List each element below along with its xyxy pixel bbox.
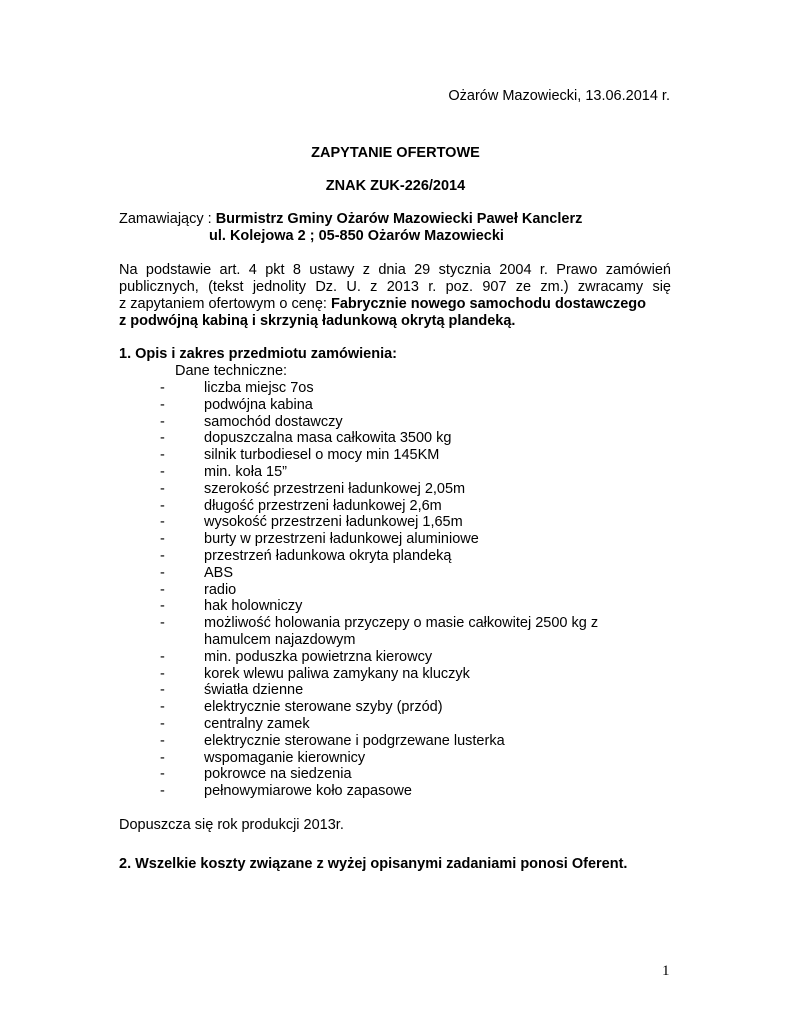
- ordering-party-address: ul. Kolejowa 2 ; 05-850 Ożarów Mazowiecki: [209, 228, 504, 244]
- list-bullet: -: [160, 430, 165, 447]
- list-bullet: -: [160, 732, 165, 749]
- list-bullet: -: [160, 648, 165, 665]
- spec-item-text: pełnowymiarowe koło zapasowe: [204, 783, 412, 800]
- spec-item-continuation: hamulcem najazdowym: [204, 631, 356, 648]
- list-bullet: -: [160, 531, 165, 548]
- spec-list-item: [160, 699, 680, 716]
- list-bullet: -: [160, 682, 165, 699]
- list-bullet: -: [160, 564, 165, 581]
- place-date: Ożarów Mazowiecki, 13.06.2014 r.: [448, 88, 670, 104]
- list-bullet: -: [160, 480, 165, 497]
- spec-item-text: burty w przestrzeni ładunkowej aluminiowe: [204, 531, 479, 548]
- spec-list-item: [160, 430, 680, 447]
- document-title: ZAPYTANIE OFERTOWE: [311, 145, 480, 161]
- ordering-party-name: Burmistrz Gminy Ożarów Mazowiecki Paweł Kanclerz: [215, 211, 583, 227]
- production-year-note: Dopuszcza się rok produkcji 2013r.: [119, 817, 344, 833]
- technical-data-heading: Dane techniczne:: [175, 363, 288, 379]
- list-bullet: -: [160, 413, 165, 430]
- spec-list-item: [160, 565, 680, 582]
- spec-item-text: liczba miejsc 7os: [204, 380, 314, 396]
- spec-item-text: elektrycznie sterowane szyby (przód): [204, 699, 443, 716]
- spec-item-text: możliwość holowania przyczepy o masie całkowitej 2500 kg z: [204, 615, 599, 632]
- spec-item-text: podwójna kabina: [204, 396, 313, 413]
- spec-item-text: elektrycznie sterowane i podgrzewane lusterka: [204, 732, 505, 749]
- spec-list-item: [160, 733, 680, 750]
- intro-paragraph: [119, 262, 671, 330]
- intro-line-4: [119, 313, 671, 330]
- spec-item-text: przestrzeń ładunkowa okryta plandeką: [204, 547, 452, 564]
- subject-of-order: Fabrycznie nowego samochodu dostawczego: [330, 296, 646, 312]
- spec-item-text: min. poduszka powietrzna kierowcy: [204, 648, 433, 665]
- spec-list-item: [160, 414, 680, 431]
- intro-line-1: Na podstawie art. 4 pkt 8 ustawy z dnia 29 stycznia 2004 r. Prawo zamówień: [119, 262, 671, 278]
- spec-list-item: [160, 514, 680, 531]
- spec-item-text: ABS: [204, 564, 234, 581]
- list-bullet: -: [160, 598, 165, 615]
- spec-item-text: samochód dostawczy: [204, 413, 343, 430]
- list-bullet: -: [160, 766, 165, 783]
- list-bullet: -: [160, 547, 165, 564]
- section-2-heading: 2. Wszelkie koszty związane z wyżej opisanymi zadaniami ponosi Oferent.: [119, 856, 628, 872]
- list-bullet: -: [160, 699, 165, 716]
- technical-spec-list: [160, 380, 680, 800]
- spec-list-item: [160, 766, 680, 783]
- spec-list-item: [160, 447, 680, 464]
- list-bullet: -: [160, 463, 165, 480]
- ordering-party: [119, 211, 582, 228]
- ordering-party-label: Zamawiający :: [119, 211, 216, 227]
- spec-list-item: [160, 481, 680, 498]
- list-bullet: -: [160, 665, 165, 682]
- subject-of-order-cont: z podwójną kabiną i skrzynią ładunkową okrytą plandeką.: [119, 313, 516, 329]
- spec-item-text: dopuszczalna masa całkowita 3500 kg: [204, 430, 452, 447]
- list-bullet: -: [160, 447, 165, 464]
- list-bullet: -: [160, 749, 165, 766]
- intro-line-3-text: z zapytaniem ofertowym o cenę:: [119, 296, 331, 312]
- spec-list-item: [160, 615, 680, 649]
- spec-list-item: [160, 649, 680, 666]
- intro-line-2: publicznych, (tekst jednolity Dz. U. z 2013 r. poz. 907 ze zm.) zwracamy się: [119, 279, 671, 295]
- list-bullet: -: [160, 615, 165, 632]
- spec-item-text: wspomaganie kierownicy: [204, 749, 366, 766]
- spec-list-item: [160, 380, 680, 397]
- spec-item-text: korek wlewu paliwa zamykany na kluczyk: [204, 665, 470, 682]
- spec-item-text: radio: [204, 581, 237, 598]
- list-bullet: -: [160, 380, 165, 396]
- spec-item-text: wysokość przestrzeni ładunkowej 1,65m: [204, 514, 463, 531]
- reference-number: ZNAK ZUK-226/2014: [325, 178, 466, 194]
- spec-item-text: centralny zamek: [204, 715, 310, 732]
- spec-list-item: [160, 582, 680, 599]
- spec-list-item: [160, 716, 680, 733]
- spec-item-text: hak holowniczy: [204, 598, 303, 615]
- spec-list-item: [160, 783, 680, 800]
- spec-item-text: pokrowce na siedzenia: [204, 766, 352, 783]
- list-bullet: -: [160, 514, 165, 531]
- spec-list-item: [160, 531, 680, 548]
- intro-line-3: [119, 296, 671, 313]
- spec-item-text: szerokość przestrzeni ładunkowej 2,05m: [204, 480, 466, 497]
- spec-list-item: [160, 750, 680, 767]
- spec-list-item: [160, 397, 680, 414]
- spec-list-item: [160, 464, 680, 481]
- spec-list-item: [160, 598, 680, 615]
- spec-list-item: [160, 682, 680, 699]
- list-bullet: -: [160, 497, 165, 514]
- spec-list-item: [160, 498, 680, 515]
- list-bullet: -: [160, 783, 165, 800]
- list-bullet: -: [160, 581, 165, 598]
- spec-list-item: [160, 548, 680, 565]
- page-number: 1: [662, 963, 670, 979]
- list-bullet: -: [160, 396, 165, 413]
- spec-item-text: min. koła 15”: [204, 463, 288, 480]
- spec-item-text: światła dzienne: [204, 682, 304, 699]
- spec-item-text: długość przestrzeni ładunkowej 2,6m: [204, 497, 442, 514]
- list-bullet: -: [160, 715, 165, 732]
- spec-list-item: [160, 666, 680, 683]
- section-1-heading: 1. Opis i zakres przedmiotu zamówienia:: [119, 346, 397, 362]
- spec-item-text: silnik turbodiesel o mocy min 145KM: [204, 447, 440, 464]
